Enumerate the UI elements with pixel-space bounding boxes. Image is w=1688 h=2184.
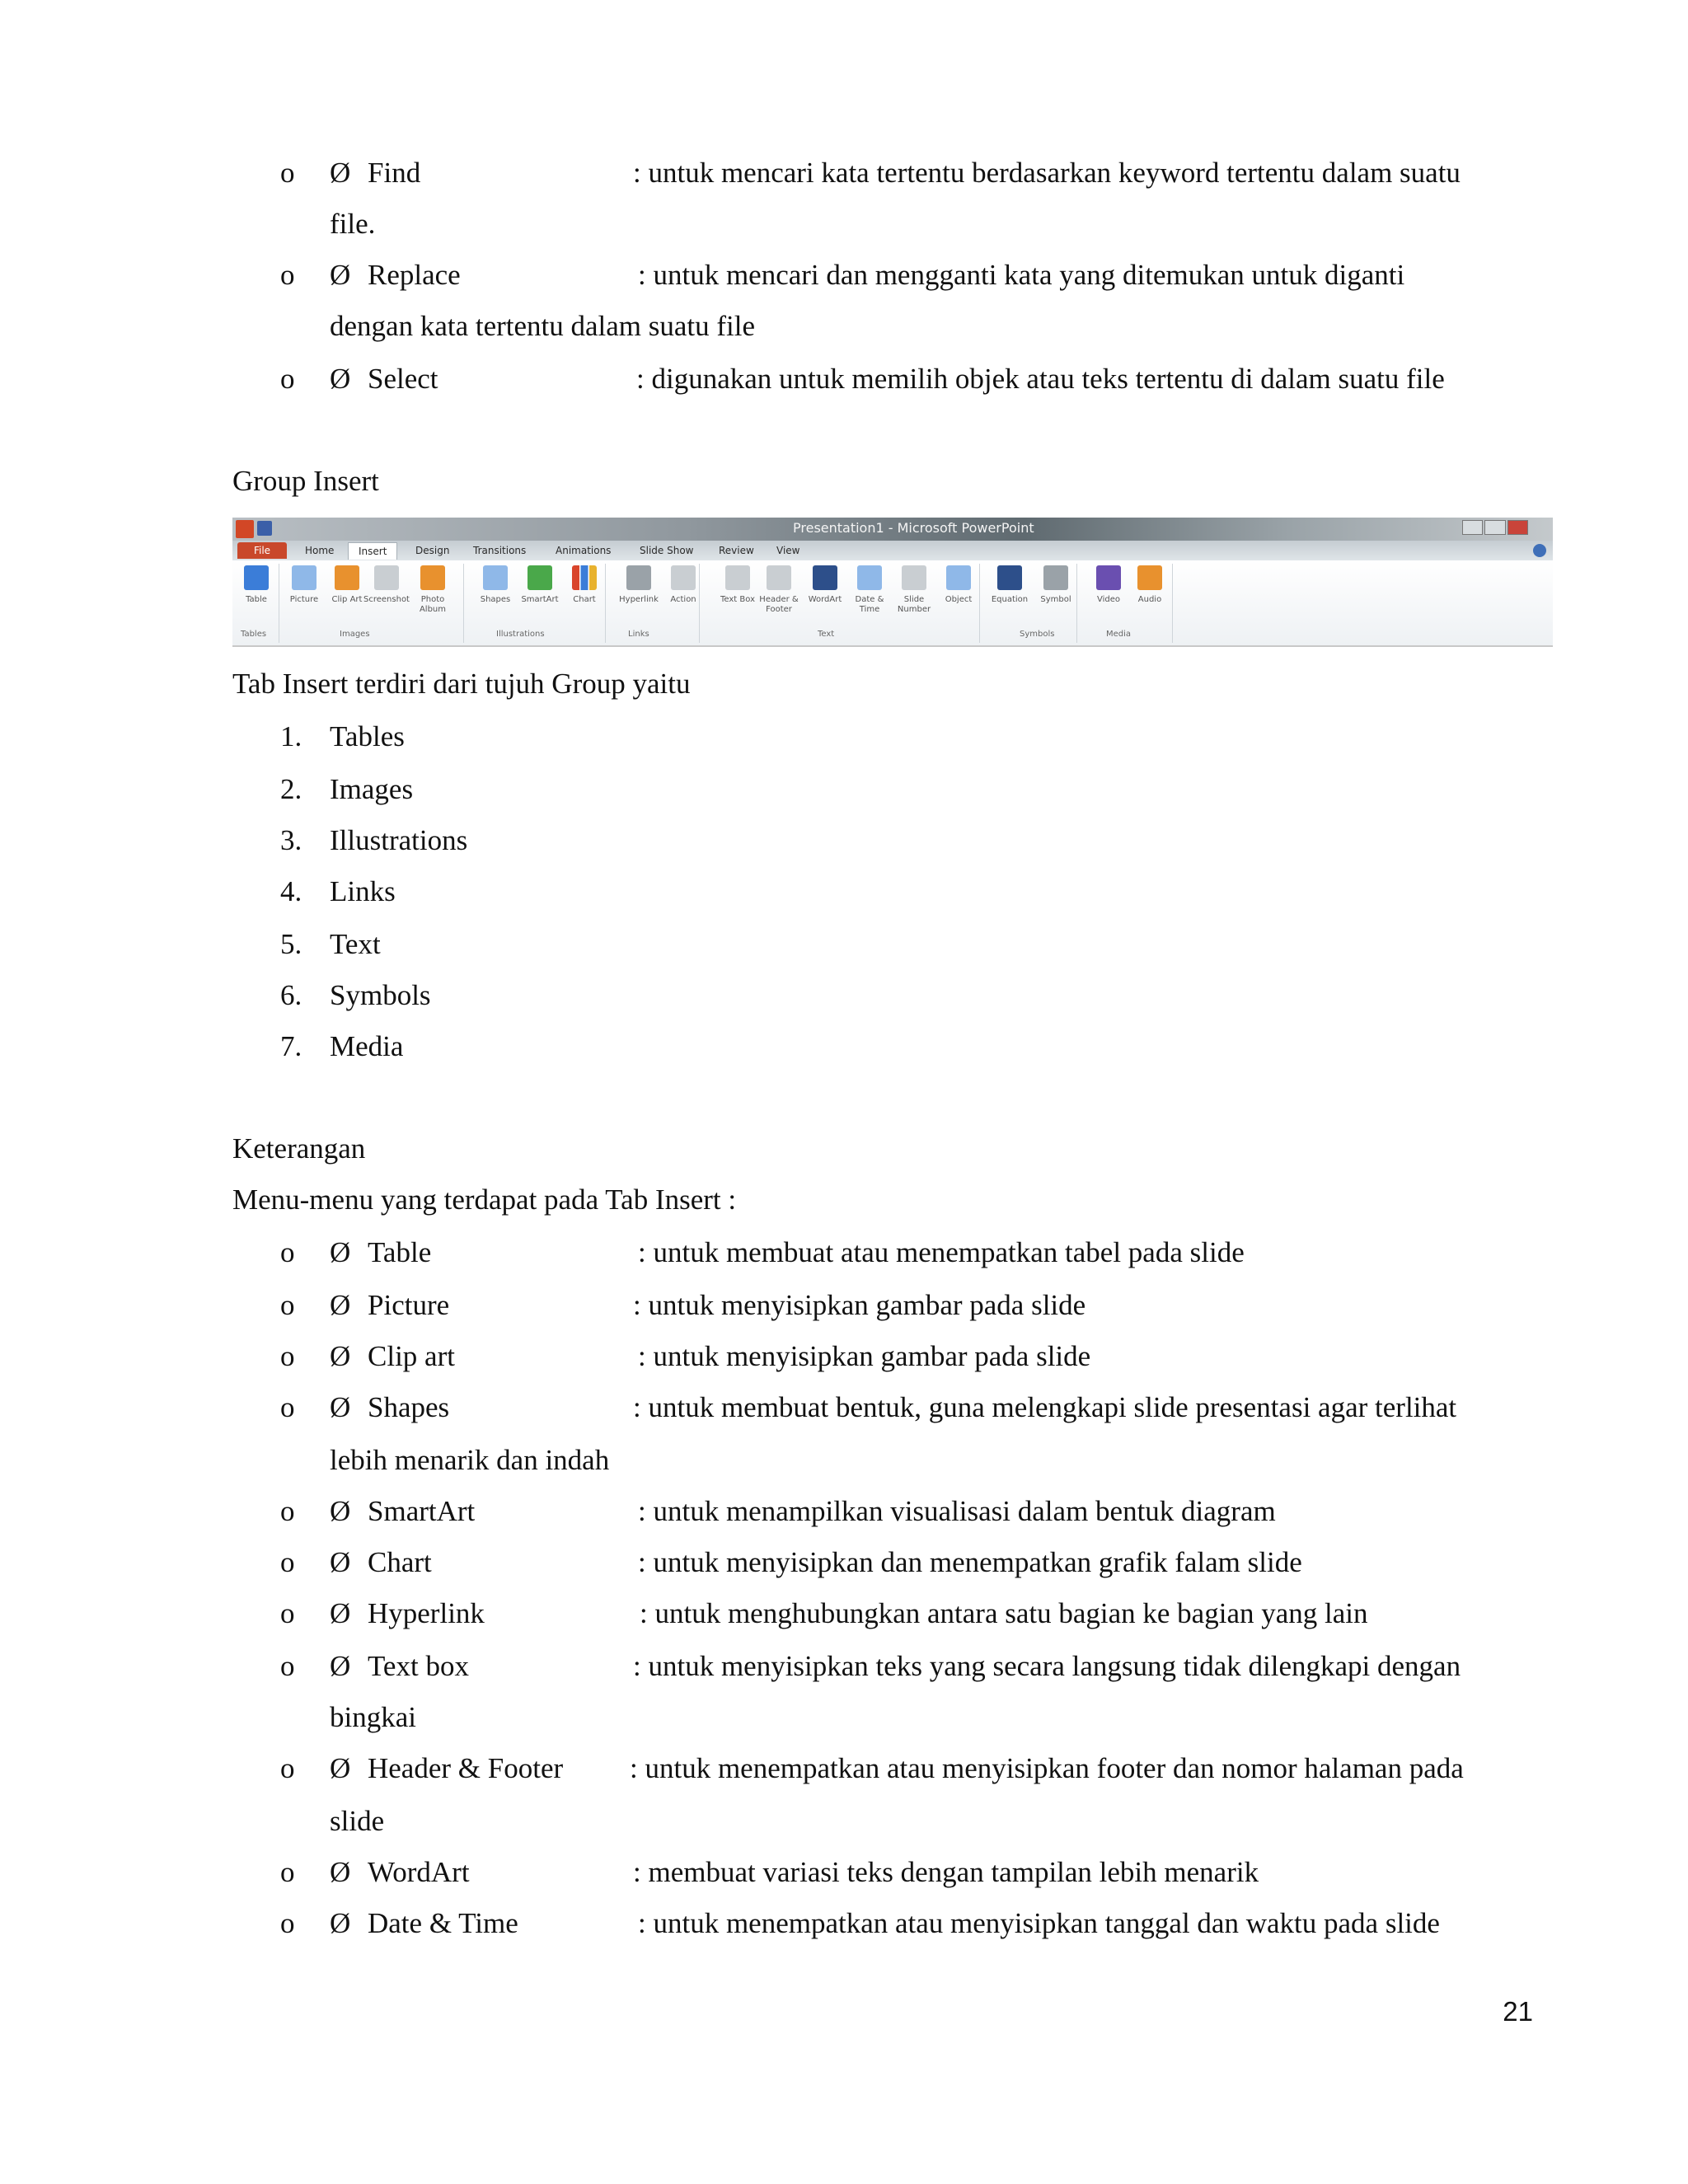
tab-design: Design	[415, 545, 450, 556]
photo-album-icon	[420, 565, 445, 590]
video-icon	[1096, 565, 1121, 590]
term: Select	[368, 363, 438, 395]
slide-number-icon	[902, 565, 926, 590]
list-item-date-time: o Ø Date & Time : untuk menempatkan atau menyisipkan tanggal dan waktu pada slide	[280, 1897, 1533, 1950]
smartart-icon	[528, 565, 552, 590]
clip-art-button	[328, 565, 366, 640]
tab-slide-show: Slide Show	[640, 545, 694, 556]
button-label: Action	[670, 595, 696, 604]
group-separator	[463, 564, 464, 643]
symbol-icon	[1043, 565, 1068, 590]
button-label: Table	[246, 595, 267, 604]
tab-transitions: Transitions	[473, 545, 527, 556]
button-label: Chart	[573, 595, 596, 604]
document-page: o Ø Find : untuk mencari kata tertentu berdasarkan keyword tertentu dalam suatu file. o Ø Replace : untuk mencari dan mengganti kata yang ditemukan untuk diganti dengan kata tertentu dalam suatu file o Ø Select : digunakan untuk memilih objek atau teks tertentu di dalam suatu file Group Insert Presentation1 - Microsoft PowerPoint File Home Insert Design Transitions Animations Slide Show Review View Table Picture Clip Art Screenshot Photo Album Shapes SmartArt Chart Hyperlink Action Text Box Header & Footer WordArt Date & Time Slide Number Object Equation Symbol Video Audio Tables Images Illustrations Links Text Symbols Media Tab Insert terdiri dari tujuh Group yaitu 1. Tables 2. Images 3. Illustrations 4. Links 5. Text 6. Symbols 7. Media Keterangan Menu-menu yang terdapat pada Tab Insert : o Ø Table : untuk membuat atau menempatkan tabel pada slide o Ø Picture : untuk menyisipkan gambar pada slide o Ø Clip art : untuk menyisipkan gambar pada slide o Ø Shapes : untuk membuat bentuk, guna melengkapi slide presentasi agar terlihat lebih menarik dan indah o Ø SmartArt : untuk menampilkan visualisasi dalam bentuk diagram o Ø Chart : untuk menyisipkan dan menempatkan grafik falam slide o Ø Hyperlink : untuk menghubungkan antara satu bagian ke bagian yang lain o Ø Text box : untuk menyisipkan teks yang secara langsung tidak dilengkapi dengan bingkai o Ø Header & Footer : untuk menempatkan atau menyisipkan footer dan nomor halaman pada slide o Ø WordArt : membuat variasi teks dengan tampilan lebih menarik o Ø Date & Time : untuk menempatkan atau menyisipkan tanggal dan waktu pada slide 21	[0, 0, 1688, 2184]
button-label: Picture	[289, 595, 319, 604]
arrow-bullet-icon: Ø	[330, 1856, 351, 1888]
screenshot-icon	[374, 565, 399, 590]
button-label: Screenshot	[363, 595, 410, 604]
group-separator	[1172, 564, 1173, 643]
shapes-button	[476, 565, 514, 640]
term: Find	[368, 157, 421, 189]
date-time-button	[851, 565, 889, 640]
button-label: WordArt	[808, 595, 842, 604]
save-icon	[257, 521, 272, 536]
arrow-bullet-icon: Ø	[330, 157, 351, 189]
arrow-bullet-icon: Ø	[330, 1597, 351, 1629]
list-item-header-footer: o Ø Header & Footer : untuk menempatkan atau menyisipkan footer dan nomor halaman pada	[280, 1742, 1533, 1795]
menu-intro: Menu-menu yang terdapat pada Tab Insert :	[232, 1183, 737, 1216]
keterangan-heading: Keterangan	[232, 1132, 366, 1165]
button-label: Text Box	[720, 595, 755, 604]
button-label: Hyperlink	[619, 595, 659, 604]
arrow-bullet-icon: Ø	[330, 1752, 351, 1784]
ribbon-body	[232, 560, 1553, 645]
list-item-hyperlink: o Ø Hyperlink : untuk menghubungkan antara satu bagian ke bagian yang lain	[280, 1587, 1533, 1640]
arrow-bullet-icon: Ø	[330, 1391, 351, 1423]
tab-insert-intro: Tab Insert terdiri dari tujuh Group yaitu	[232, 668, 691, 700]
bullet: o	[280, 157, 295, 189]
list-item-clip-art: o Ø Clip art : untuk menyisipkan gambar pada slide	[280, 1330, 1533, 1383]
arrow-bullet-icon: Ø	[330, 363, 351, 395]
description-continuation: dengan kata tertentu dalam suatu file	[330, 310, 756, 342]
header-footer-button	[760, 565, 798, 640]
list-item-select	[280, 353, 1533, 405]
equation-icon	[997, 565, 1022, 590]
ribbon-group-label: Tables	[241, 630, 267, 639]
ribbon-group-label: Illustrations	[496, 630, 545, 639]
clip-art-icon	[335, 565, 359, 590]
list-item-replace	[280, 249, 1533, 302]
chart-button	[565, 565, 603, 640]
description: : digunakan untuk memilih objek atau teks tertentu di dalam suatu file	[636, 363, 1445, 395]
audio-button	[1131, 565, 1169, 640]
group-separator	[605, 564, 606, 643]
equation-button	[991, 565, 1029, 640]
group-insert-heading: Group Insert	[232, 465, 379, 497]
arrow-bullet-icon: Ø	[330, 1907, 351, 1939]
window-controls	[1462, 520, 1528, 535]
tab-insert: Insert	[348, 542, 397, 560]
photo-album-button	[414, 565, 452, 640]
button-label: Date & Time	[855, 595, 884, 614]
close-icon	[1507, 520, 1528, 535]
screenshot-button	[363, 565, 410, 640]
tab-view: View	[776, 545, 800, 556]
table-icon	[244, 565, 269, 590]
group-separator	[979, 564, 980, 643]
list-item-table: o Ø Table : untuk membuat atau menempatkan tabel pada slide	[280, 1226, 1533, 1279]
object-icon	[946, 565, 971, 590]
bullet: o	[280, 259, 295, 291]
button-label: Slide Number	[897, 595, 931, 614]
arrow-bullet-icon: Ø	[330, 1495, 351, 1527]
ribbon-group-label: Media	[1106, 630, 1132, 639]
object-button	[940, 565, 978, 640]
description-continuation: file.	[330, 208, 376, 240]
ribbon-group-label: Symbols	[1020, 630, 1055, 639]
action-icon	[671, 565, 696, 590]
list-item-smartart: o Ø SmartArt : untuk menampilkan visualisasi dalam bentuk diagram	[280, 1485, 1533, 1538]
picture-icon	[292, 565, 316, 590]
ribbon-group-label: Links	[628, 630, 649, 639]
tab-review: Review	[719, 545, 754, 556]
button-label: Equation	[991, 595, 1029, 604]
button-label: Video	[1096, 595, 1121, 604]
help-icon	[1533, 544, 1546, 557]
symbol-button	[1037, 565, 1075, 640]
powerpoint-app-icon	[236, 520, 254, 538]
button-label: SmartArt	[521, 595, 559, 604]
arrow-bullet-icon: Ø	[330, 1546, 351, 1578]
hyperlink-button	[620, 565, 658, 640]
description: : untuk mencari dan mengganti kata yang ditemukan untuk diganti	[638, 259, 1405, 291]
list-item-find	[280, 147, 1533, 199]
slide-number-button	[895, 565, 933, 640]
text-box-icon	[725, 565, 750, 590]
term: Replace	[368, 259, 461, 291]
list-item-text-box: o Ø Text box : untuk menyisipkan teks yang secara langsung tidak dilengkapi dengan	[280, 1640, 1533, 1693]
tab-home: Home	[305, 545, 335, 556]
minimize-icon	[1462, 520, 1483, 535]
header-footer-icon	[767, 565, 791, 590]
list-item-chart: o Ø Chart : untuk menyisipkan dan menempatkan grafik falam slide	[280, 1536, 1533, 1589]
video-button	[1090, 565, 1128, 640]
arrow-bullet-icon: Ø	[330, 1650, 351, 1682]
arrow-bullet-icon: Ø	[330, 259, 351, 291]
ribbon-group-label: Text	[818, 630, 835, 639]
arrow-bullet-icon: Ø	[330, 1289, 351, 1321]
text-box-button	[719, 565, 757, 640]
ribbon-group-label: Images	[340, 630, 370, 639]
button-label: Clip Art	[331, 595, 363, 604]
wordart-icon	[813, 565, 837, 590]
button-label: Shapes	[480, 595, 511, 604]
smartart-button	[521, 565, 559, 640]
list-item-shapes: o Ø Shapes : untuk membuat bentuk, guna melengkapi slide presentasi agar terlihat	[280, 1381, 1533, 1434]
tab-animations: Animations	[556, 545, 612, 556]
button-label: Symbol	[1040, 595, 1071, 604]
wordart-button	[806, 565, 844, 640]
button-label: Object	[945, 595, 973, 604]
hyperlink-icon	[626, 565, 651, 590]
window-title: Presentation1 - Microsoft PowerPoint	[793, 520, 1034, 536]
insert-ribbon-screenshot	[232, 518, 1553, 647]
maximize-icon	[1484, 520, 1505, 535]
list-item-picture: o Ø Picture : untuk menyisipkan gambar pada slide	[280, 1279, 1533, 1332]
arrow-bullet-icon: Ø	[330, 1340, 351, 1372]
audio-icon	[1137, 565, 1162, 590]
window-title-bar	[232, 518, 1553, 541]
group-separator	[1076, 564, 1077, 643]
bullet: o	[280, 363, 295, 395]
button-label: Header & Footer	[759, 595, 799, 614]
ribbon-tab-bar	[232, 541, 1553, 560]
arrow-bullet-icon: Ø	[330, 1236, 351, 1268]
table-button	[237, 565, 275, 640]
button-label: Photo Album	[419, 595, 447, 614]
list-item-wordart: o Ø WordArt : membuat variasi teks dengan tampilan lebih menarik	[280, 1846, 1533, 1899]
button-label: Audio	[1137, 595, 1162, 604]
shapes-icon	[483, 565, 508, 590]
chart-icon	[572, 565, 597, 590]
action-button	[664, 565, 702, 640]
group-separator	[699, 564, 700, 643]
picture-button	[285, 565, 323, 640]
description: : untuk mencari kata tertentu berdasarkan keyword tertentu dalam suatu	[633, 157, 1461, 189]
tab-file: File	[237, 542, 287, 559]
page-number: 21	[1503, 1996, 1533, 2027]
date-time-icon	[857, 565, 882, 590]
